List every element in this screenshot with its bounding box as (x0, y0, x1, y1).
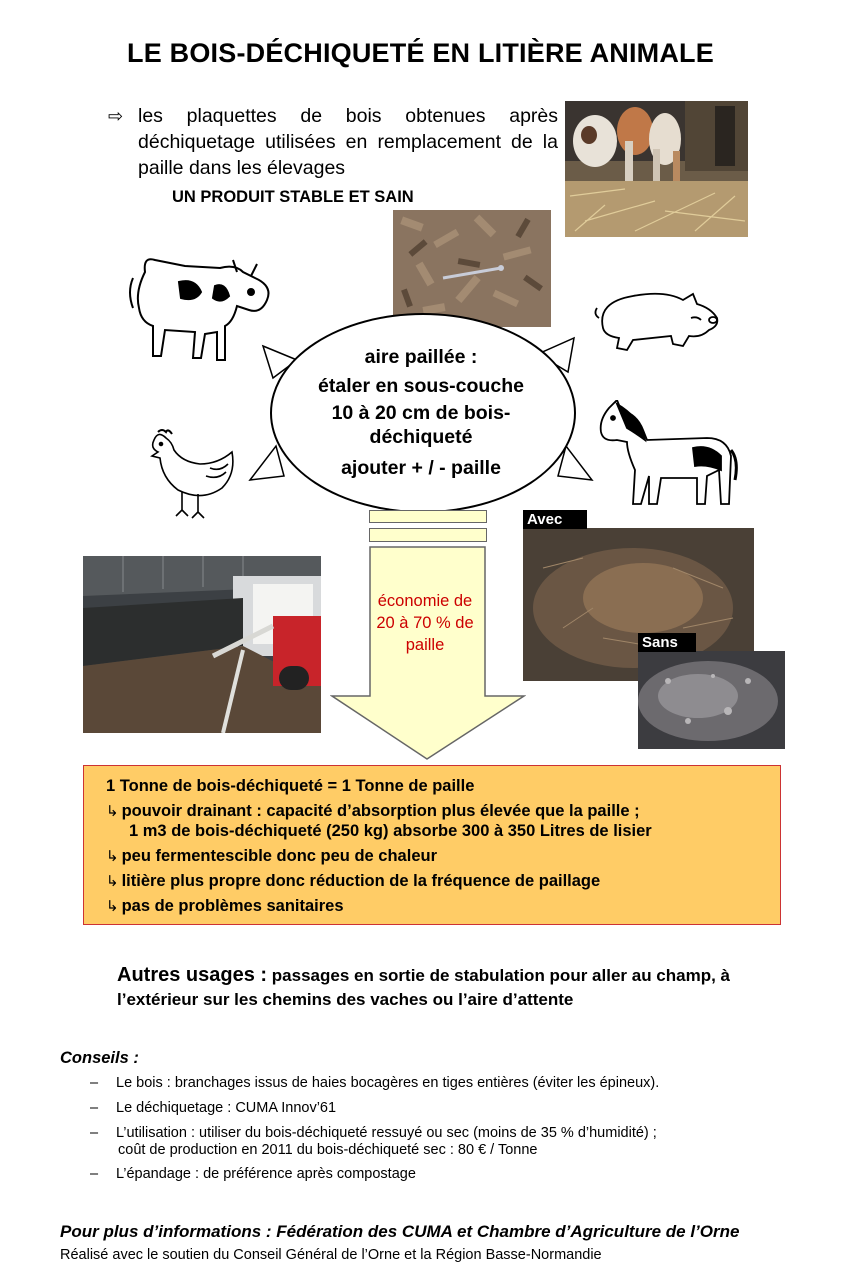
advice-item: – L’utilisation : utiliser du bois-déchiqueté ressuyé ou sec (moins de 35 % d’humidité) ; coût de production en 2011 du bois-déchiqueté sec : 80 € / Tonne (90, 1125, 770, 1159)
hook-arrow-icon: ↳ (106, 803, 119, 820)
chicken-illustration (148, 428, 236, 520)
benefit-item-continuation: 1 m3 de bois-déchiqueté (250 kg) absorbe 300 à 350 Litres de lisier (129, 822, 652, 840)
arrow-bar-1 (369, 510, 487, 523)
tagline: UN PRODUIT STABLE ET SAIN (172, 188, 414, 206)
advice-item: – L’épandage : de préférence après compostage (90, 1166, 416, 1182)
advice-item-continuation: coût de production en 2011 du bois-déchiqueté sec : 80 € / Tonne (118, 1142, 538, 1158)
advice-item: – Le bois : branchages issus de haies bocagères en tiges entières (éviter les épineux). (90, 1075, 660, 1091)
ellipse-line-3: 10 à 20 cm de bois-déchiqueté (331, 402, 511, 448)
barn-photo (83, 556, 321, 733)
straw-saving-text: économie de 20 à 70 % de paille (376, 592, 474, 654)
intro-paragraph (108, 103, 558, 181)
hook-arrow-icon: ↳ (106, 898, 119, 915)
benefit-item: ↳ pouvoir drainant : capacité d’absorption plus élevée que la paille ; (106, 802, 640, 820)
other-uses-lead: Autres usages : (117, 964, 268, 986)
advice-item: – Le déchiquetage : CUMA Innov’61 (90, 1100, 337, 1116)
benefit-item: ↳ litière plus propre donc réduction de la fréquence de paillage (106, 872, 601, 890)
arrow-bar-2 (369, 528, 487, 542)
credit-line: Réalisé avec le soutien du Conseil Général de l’Orne et la Région Basse-Normandie (60, 1247, 602, 1263)
benefits-box (83, 765, 781, 925)
right-arrow-icon: ⇨ (108, 106, 124, 126)
more-info-line: Pour plus d’informations : Fédération des CUMA et Chambre d’Agriculture de l’Orne (60, 1222, 740, 1241)
litter-instructions-text (280, 343, 562, 483)
benefit-headline: 1 Tonne de bois-déchiqueté = 1 Tonne de paille (106, 777, 475, 795)
hook-arrow-icon: ↳ (106, 848, 119, 865)
dash-bullet: – (90, 1075, 99, 1091)
without-woodchips-photo (638, 651, 785, 749)
with-label: Avec (523, 510, 587, 529)
wood-chips-photo (393, 210, 551, 327)
advice-title: Conseils : (60, 1049, 139, 1067)
horse-illustration (597, 400, 739, 510)
other-uses-text: passages en sortie de stabulation pour aller au champ, à l’extérieur sur les chemins des vaches ou l’aire d’attente (117, 966, 730, 1009)
dash-bullet: – (90, 1125, 99, 1141)
intro-text: les plaquettes de bois obtenues après déchiquetage utilisées en remplacement de la paille dans les élevages (138, 105, 558, 179)
ellipse-line-4: ajouter + / - paille (341, 457, 501, 479)
cow-illustration (125, 252, 275, 364)
ellipse-line-1: aire paillée : (364, 346, 478, 368)
hook-arrow-icon: ↳ (106, 873, 119, 890)
ellipse-line-2: étaler en sous-couche (318, 375, 524, 397)
pig-illustration (593, 284, 721, 354)
calves-photo (565, 101, 748, 237)
dash-bullet: – (90, 1100, 99, 1116)
page-title: LE BOIS-DÉCHIQUETÉ EN LITIÈRE ANIMALE (127, 38, 714, 68)
without-label: Sans (638, 633, 696, 652)
other-uses (117, 963, 757, 1012)
benefit-item: ↳ peu fermentescible donc peu de chaleur (106, 847, 437, 865)
dash-bullet: – (90, 1166, 99, 1182)
benefit-item: ↳ pas de problèmes sanitaires (106, 897, 344, 915)
